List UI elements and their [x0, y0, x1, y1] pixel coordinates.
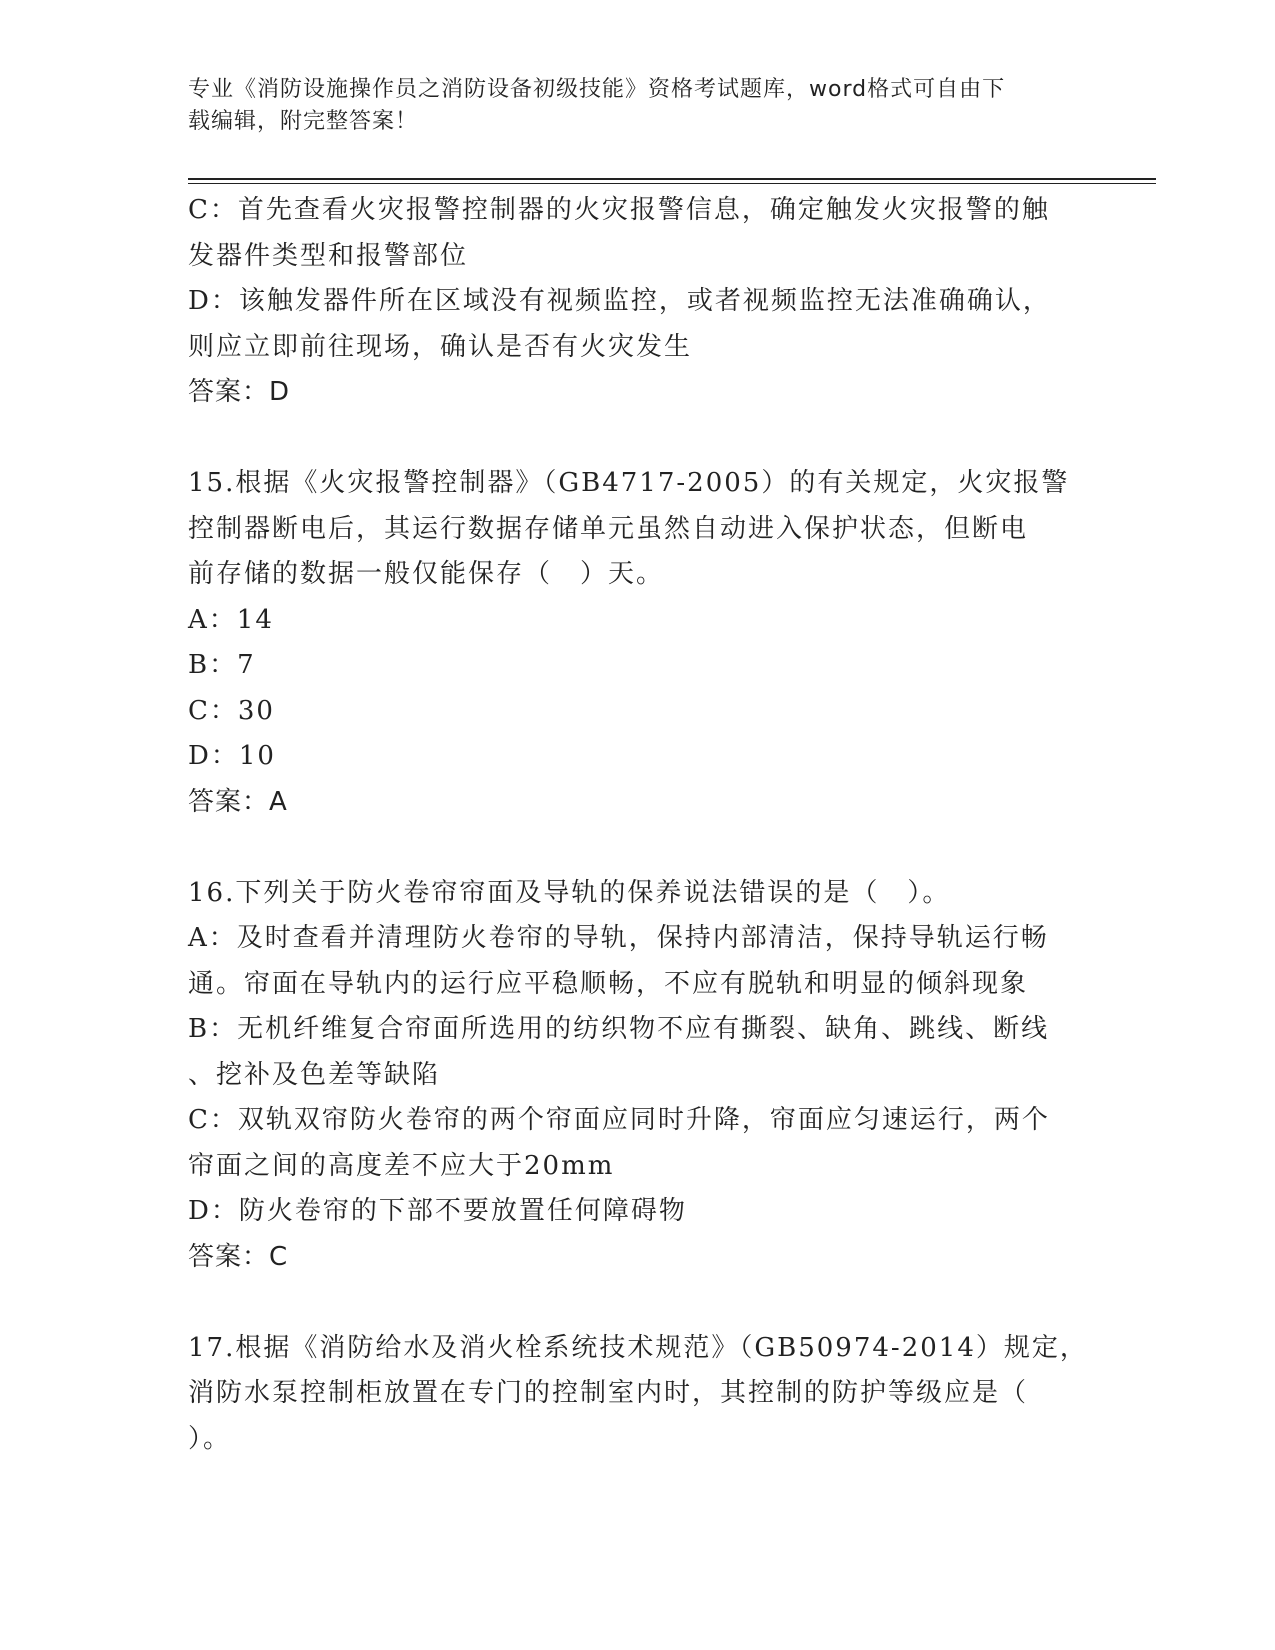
q16-option-a-line-1: A：及时查看并清理防火卷帘的导轨，保持内部清洁，保持导轨运行畅	[188, 923, 1049, 953]
question-17	[188, 1326, 1088, 1463]
q15-answer: 答案：A	[188, 786, 288, 817]
q15-stem-line-2: 控制器断电后，其运行数据存储单元虽然自动进入保护状态，但断电	[188, 513, 1029, 544]
q14-option-d-line-2: 则应立即前往现场，确认是否有火灾发生	[188, 331, 693, 362]
q16-option-b-line-2: 、挖补及色差等缺陷	[188, 1059, 441, 1090]
q15-option-c: C：30	[188, 695, 275, 726]
spacer	[188, 416, 1088, 462]
header-line-1: 专业《消防设施操作员之消防设备初级技能》资格考试题库，word格式可自由下	[188, 77, 1006, 102]
header-divider-thick	[188, 178, 1156, 180]
question-content	[188, 188, 1088, 1462]
document-header	[188, 74, 1068, 138]
q17-stem-line-1: 17.根据《消防给水及消火栓系统技术规范》（GB50974-2014）规定，	[188, 1332, 1088, 1363]
question-16	[188, 871, 1088, 1281]
q15-stem-line-3: 前存储的数据一般仅能保存（ ）天。	[188, 559, 665, 589]
q14-option-c-line-1: C：首先查看火灾报警控制器的火灾报警信息，确定触发火灾报警的触	[188, 195, 1050, 225]
header-divider-thin	[188, 183, 1156, 184]
q15-option-d: D：10	[188, 741, 276, 771]
q16-stem: 16.下列关于防火卷帘帘面及导轨的保养说法错误的是（ ）。	[188, 877, 951, 908]
q17-stem-line-2: 消防水泵控制柜放置在专门的控制室内时，其控制的防护等级应是（	[188, 1378, 1029, 1408]
question-14-continuation	[188, 188, 1088, 416]
q16-option-c-line-1: C：双轨双帘防火卷帘的两个帘面应同时升降，帘面应匀速运行，两个	[188, 1105, 1050, 1135]
spacer	[188, 1280, 1088, 1326]
spacer	[188, 825, 1088, 871]
q17-stem-line-3: ）。	[188, 1423, 232, 1454]
q16-answer: 答案：C	[188, 1241, 289, 1272]
question-15	[188, 461, 1088, 825]
q15-option-a: A：14	[188, 604, 274, 635]
q16-option-b-line-1: B：无机纤维复合帘面所选用的纺织物不应有撕裂、缺角、跳线、断线	[188, 1014, 1050, 1044]
q16-option-a-line-2: 通。帘面在导轨内的运行应平稳顺畅，不应有脱轨和明显的倾斜现象	[188, 968, 1029, 999]
header-line-2: 载编辑，附完整答案！	[188, 109, 419, 134]
q15-stem-line-1: 15.根据《火灾报警控制器》（GB4717-2005）的有关规定，火灾报警	[188, 468, 1070, 498]
q14-answer: 答案：D	[188, 377, 291, 407]
q15-option-b: B：7	[188, 650, 256, 680]
q14-option-d-line-1: D：该触发器件所在区域没有视频监控，或者视频监控无法准确确认，	[188, 286, 1051, 316]
q16-option-d: D：防火卷帘的下部不要放置任何障碍物	[188, 1196, 687, 1226]
q16-option-c-line-2: 帘面之间的高度差不应大于20mm	[188, 1150, 615, 1181]
q14-option-c-line-2: 发器件类型和报警部位	[188, 240, 469, 271]
